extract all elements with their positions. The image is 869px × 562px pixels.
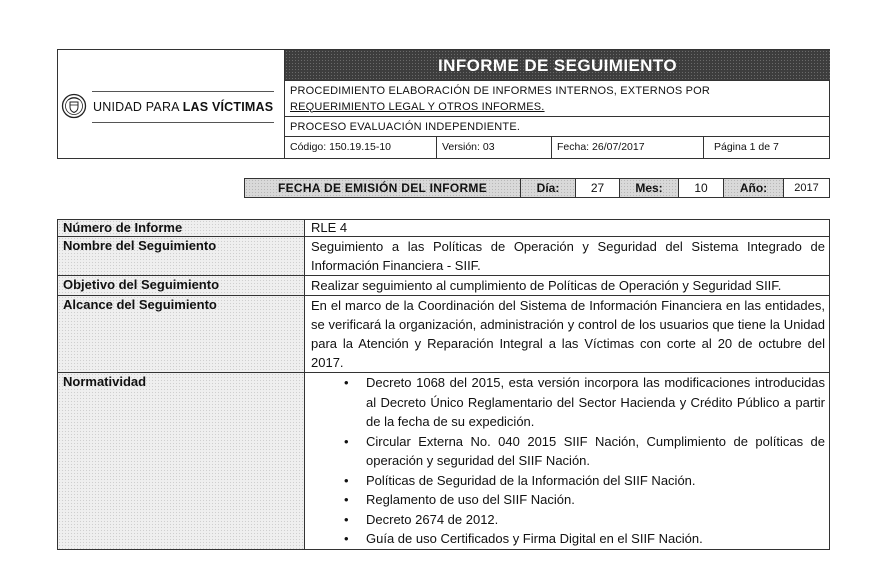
coat-of-arms-icon xyxy=(61,93,87,119)
document-title: INFORME DE SEGUIMIENTO xyxy=(285,50,830,81)
process-name: PROCESO EVALUACIÓN INDEPENDIENTE. xyxy=(285,117,830,137)
list-item: • Circular Externa No. 040 2015 SIIF Nación, Cumplimiento de políticas de operación y seguridad del SIIF Nación. xyxy=(366,432,825,471)
table-row xyxy=(58,220,829,237)
procedure-name xyxy=(285,81,830,117)
table-row xyxy=(58,276,829,296)
objective-value: Realizar seguimiento al cumplimiento de Políticas de Operación y Seguridad SIIF. xyxy=(311,278,782,293)
norms-list xyxy=(311,373,825,549)
emission-date-row xyxy=(244,178,830,198)
procedure-line-1: PROCEDIMIENTO ELABORACIÓN DE INFORMES INTERNOS, EXTERNOS POR xyxy=(290,85,711,97)
scope-value: En el marco de la Coordinación del Sistema de Información Financiera en las entidades, se verificará la organización, administración y control de los usuarios que tiene la Unidad para la Atención y Reparación Integral a las Víctimas con corte al 20 de octubre del 2017. xyxy=(311,298,825,370)
list-item: • Decreto 2674 de 2012. xyxy=(366,510,825,530)
document-version: Versión: 03 xyxy=(437,137,552,158)
table-row xyxy=(58,296,829,373)
month-label: Mes: xyxy=(620,179,679,197)
month-value: 10 xyxy=(679,179,724,197)
table-row xyxy=(58,237,829,276)
logo-divider-top xyxy=(92,91,274,92)
list-item: • Decreto 1068 del 2015, esta versión incorpora las modificaciones introducidas al Decreto Único Reglamentario del Sector Hacienda y Crédito Público a partir de la fecha de su expedición. xyxy=(366,373,825,432)
procedure-line-2: REQUERIMIENTO LEGAL Y OTROS INFORMES. xyxy=(290,100,545,113)
document-code: Código: 150.19.15-10 xyxy=(285,137,437,158)
report-info-table xyxy=(57,219,830,550)
table-row xyxy=(58,373,829,549)
year-label: Año: xyxy=(724,179,784,197)
report-number-value: RLE 4 xyxy=(311,220,348,235)
logo-cell xyxy=(58,50,285,158)
document-header xyxy=(57,49,830,159)
follow-up-name-value: Seguimiento a las Políticas de Operación y Seguridad del Sistema Integrado de Información Financiera - SIIF. xyxy=(311,239,825,273)
document-metadata-row xyxy=(285,137,830,158)
emission-label: FECHA DE EMISIÓN DEL INFORME xyxy=(245,179,521,197)
norms-label: Normatividad xyxy=(58,373,305,549)
year-value: 2017 xyxy=(794,182,819,194)
follow-up-name-label: Nombre del Seguimiento xyxy=(58,237,305,275)
list-item: • Guía de uso Certificados y Firma Digital en el SIIF Nación. xyxy=(366,529,825,549)
organization-name: UNIDAD PARA LAS VÍCTIMAS xyxy=(93,100,274,114)
document-date: Fecha: 26/07/2017 xyxy=(552,137,704,158)
logo-divider-bottom xyxy=(92,122,274,123)
day-label: Día: xyxy=(521,179,576,197)
page-number: Página 1 de 7 xyxy=(714,141,779,153)
scope-label: Alcance del Seguimiento xyxy=(58,296,305,372)
list-item: • Reglamento de uso del SIIF Nación. xyxy=(366,490,825,510)
day-value: 27 xyxy=(576,179,620,197)
norms-value xyxy=(305,373,829,549)
objective-label: Objetivo del Seguimiento xyxy=(58,276,305,295)
list-item: • Políticas de Seguridad de la Información del SIIF Nación. xyxy=(366,471,825,491)
report-number-label: Número de Informe xyxy=(58,220,305,236)
